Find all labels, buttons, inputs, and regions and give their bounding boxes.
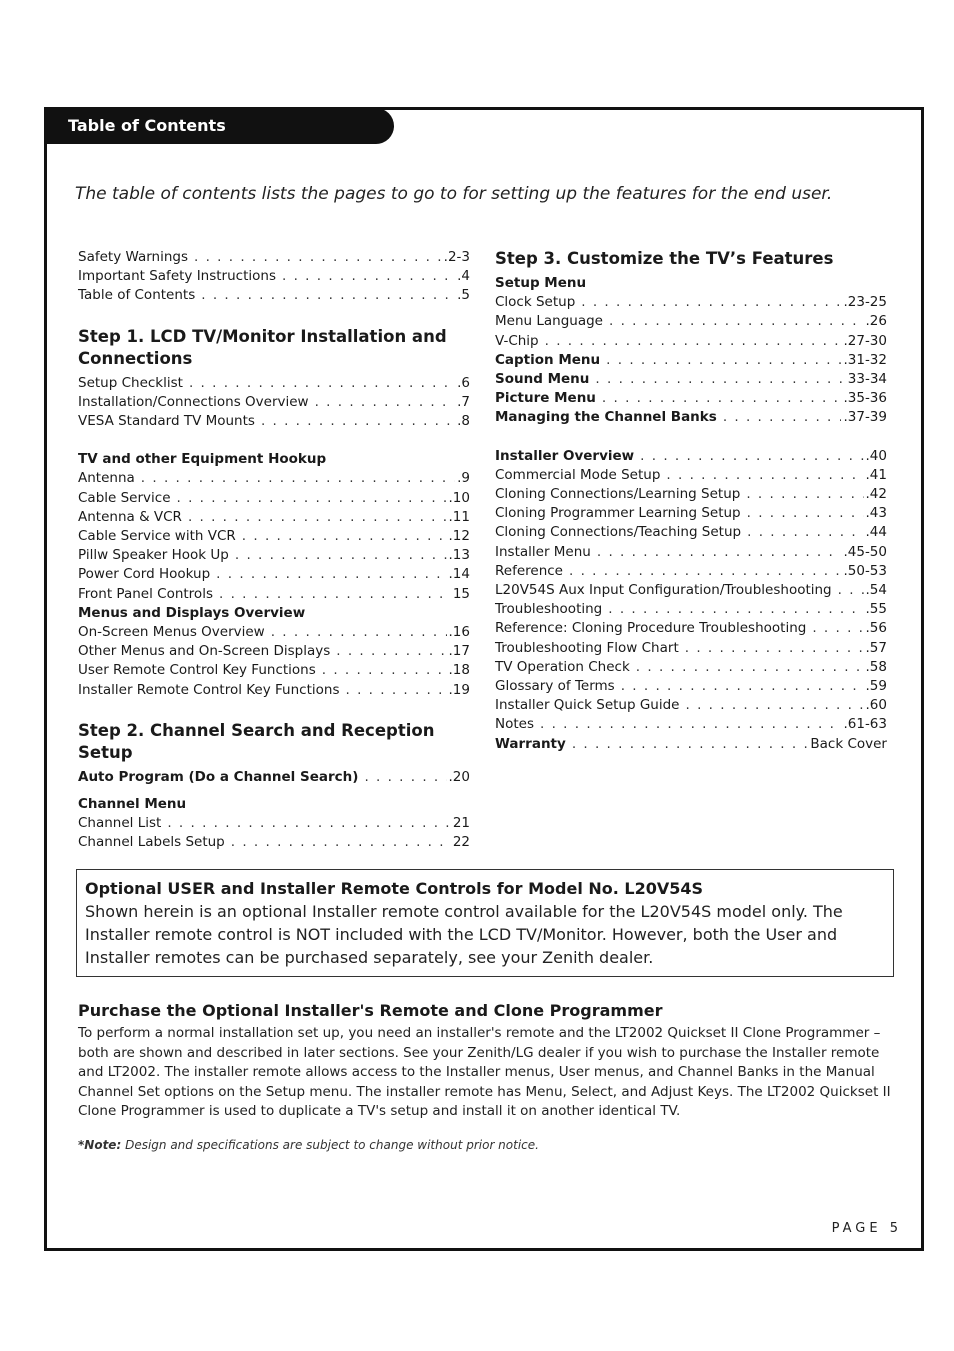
- toc-entry[interactable]: Reference . . . .50-53: [495, 562, 887, 581]
- toc-entry[interactable]: User Remote Control Key Functions . . . .18: [78, 661, 470, 680]
- section-tab: Table of Contents: [44, 108, 394, 144]
- toc-entry[interactable]: Antenna & VCR . . . .11: [78, 508, 470, 527]
- optional-box-body: Shown herein is an optional Installer remote control available for the L20V54S model only. The Installer remote control is NOT included with the LCD TV/Monitor. However, both the User and Installer remotes can be purchased separately, see your Zenith dealer.: [85, 902, 843, 967]
- purchase-title: Purchase the Optional Installer's Remote and Clone Programmer: [78, 1001, 663, 1020]
- note-text: [78, 1138, 539, 1152]
- toc-entry[interactable]: Glossary of Terms . . . .59: [495, 677, 887, 696]
- purchase-body: To perform a normal installation set up, you need an installer's remote and the LT2002 Quickset II Clone Programmer – both are shown and described in later sections. See your Zenith/LG dealer if you wish to purchase the Installer remote and LT2002. The installer remote allows access to the Installer menus, User menus, and Channel Banks in the Manual Channel Set options on the Setup menu. The installer remote has Menu, Select, and Adjust Keys. The LT2002 Quickset II Clone Programmer is used to duplicate a TV's setup and install it on another identical TV.: [78, 1025, 891, 1119]
- toc-entry[interactable]: Installer Menu . . . .45-50: [495, 543, 887, 562]
- toc-entry[interactable]: Troubleshooting Flow Chart . . . .57: [495, 639, 887, 658]
- toc-entry[interactable]: Power Cord Hookup . . . .14: [78, 565, 470, 584]
- step2-heading: Step 2. Channel Search and Reception Setup: [78, 720, 435, 762]
- toc-entry[interactable]: Cloning Connections/Teaching Setup . . . .44: [495, 523, 887, 542]
- subheading-setup-menu: Setup Menu: [495, 275, 587, 291]
- toc-entry[interactable]: Picture Menu . . . .35-36: [495, 389, 887, 408]
- toc-entry[interactable]: Installer Remote Control Key Functions . . . .19: [78, 681, 470, 700]
- toc-entry[interactable]: Sound Menu . . . 33-34: [495, 370, 887, 389]
- toc-entry[interactable]: Channel Labels Setup . . . 22: [78, 833, 470, 852]
- toc-entry[interactable]: Setup Checklist . . . .6: [78, 374, 470, 393]
- toc-entry[interactable]: Clock Setup . . . .23-25: [495, 293, 887, 312]
- toc-entry[interactable]: Installer Overview . . . .40: [495, 447, 887, 466]
- toc-entry[interactable]: Pillw Speaker Hook Up . . . .13: [78, 546, 470, 565]
- toc-entry[interactable]: Safety Warnings . . . .2-3: [78, 248, 470, 267]
- intro-text: The table of contents lists the pages to go to for setting up the features for the end user.: [75, 184, 833, 204]
- toc-entry[interactable]: Installer Quick Setup Guide . . . .60: [495, 696, 887, 715]
- toc-entry[interactable]: Troubleshooting . . . .55: [495, 600, 887, 619]
- optional-box-title: Optional USER and Installer Remote Controls for Model No. L20V54S: [85, 879, 704, 898]
- toc-entry[interactable]: Cable Service . . . .10: [78, 489, 470, 508]
- toc-entry[interactable]: Cable Service with VCR . . . .12: [78, 527, 470, 546]
- note-body: Design and specifications are subject to change without prior notice.: [125, 1138, 539, 1152]
- toc-entry[interactable]: Front Panel Controls . . . 15: [78, 585, 470, 604]
- toc-entry[interactable]: L20V54S Aux Input Configuration/Troubleshooting . . . .54: [495, 581, 887, 600]
- toc-entry[interactable]: Managing the Channel Banks . . . .37-39: [495, 408, 887, 427]
- note-label: *Note:: [78, 1138, 122, 1152]
- toc-entry[interactable]: Important Safety Instructions . . . .4: [78, 267, 470, 286]
- toc-entry[interactable]: Installation/Connections Overview . . . .7: [78, 393, 470, 412]
- toc-entry[interactable]: Auto Program (Do a Channel Search) . . . .20: [78, 768, 470, 787]
- toc-entry[interactable]: VESA Standard TV Mounts . . . .8: [78, 412, 470, 431]
- toc-right-column: [495, 248, 887, 754]
- purchase-section: [78, 1000, 893, 1122]
- optional-remotes-box: [76, 869, 894, 977]
- toc-entry[interactable]: Table of Contents . . . .5: [78, 286, 470, 305]
- toc-entry[interactable]: Reference: Cloning Procedure Troubleshooting . . . .56: [495, 619, 887, 638]
- toc-entry[interactable]: Channel List . . . 21: [78, 814, 470, 833]
- toc-entry[interactable]: Cloning Programmer Learning Setup . . . .43: [495, 504, 887, 523]
- toc-left-column: [78, 248, 470, 853]
- step1-heading: Step 1. LCD TV/Monitor Installation and Connections: [78, 326, 447, 368]
- subheading-menus-displays: Menus and Displays Overview: [78, 604, 306, 621]
- toc-entry[interactable]: Menu Language . . . .26: [495, 312, 887, 331]
- toc-entry[interactable]: V-Chip . . . .27-30: [495, 332, 887, 351]
- page-number: PAGE 5: [831, 1221, 902, 1236]
- subheading-channel-menu: Channel Menu: [78, 796, 187, 813]
- toc-entry[interactable]: Other Menus and On-Screen Displays . . . .17: [78, 642, 470, 661]
- toc-entry[interactable]: TV Operation Check . . . .58: [495, 658, 887, 677]
- toc-entry[interactable]: Notes . . . .61-63: [495, 715, 887, 734]
- toc-entry[interactable]: Cloning Connections/Learning Setup . . . .42: [495, 485, 887, 504]
- toc-entry[interactable]: Caption Menu . . . .31-32: [495, 351, 887, 370]
- step3-heading: Step 3. Customize the TV’s Features: [495, 249, 834, 268]
- toc-entry[interactable]: On-Screen Menus Overview . . . .16: [78, 623, 470, 642]
- toc-entry[interactable]: Commercial Mode Setup . . . .41: [495, 466, 887, 485]
- subheading-equipment-hookup: TV and other Equipment Hookup: [78, 451, 327, 468]
- toc-entry[interactable]: Antenna . . . .9: [78, 469, 470, 488]
- toc-entry[interactable]: Warranty . . . Back Cover: [495, 735, 887, 754]
